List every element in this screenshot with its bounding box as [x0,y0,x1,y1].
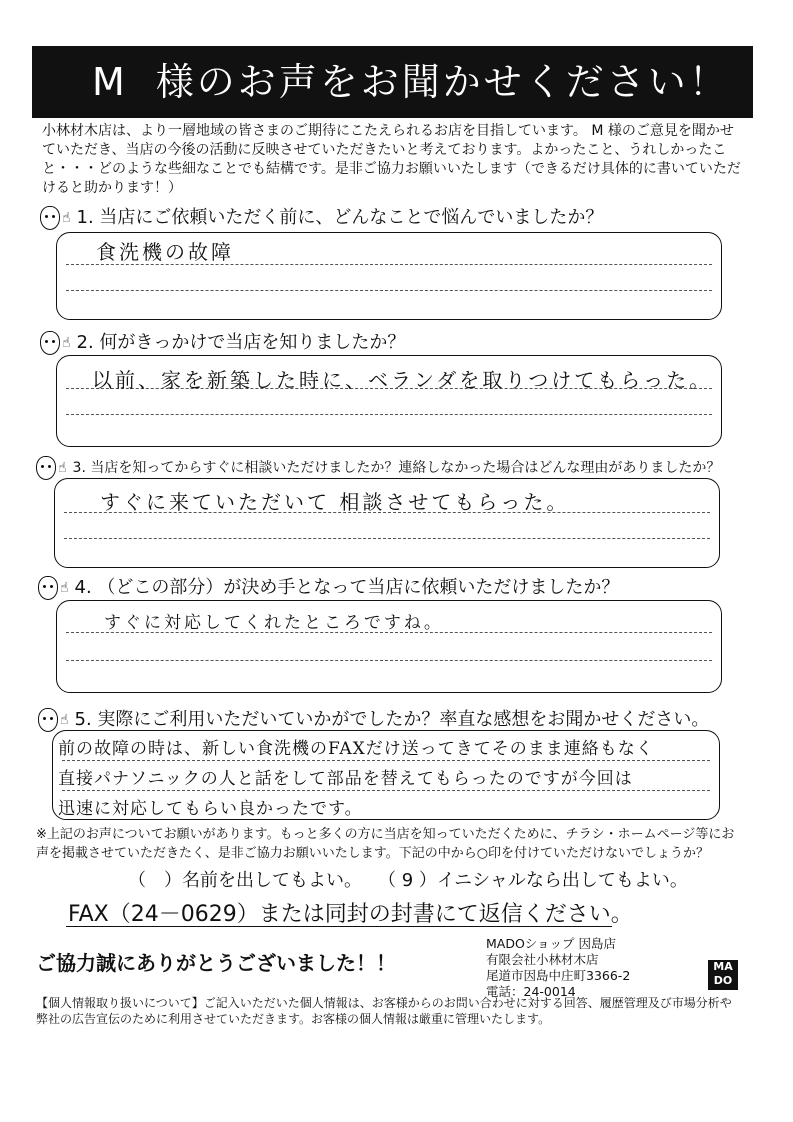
option-name[interactable] [128,866,362,892]
answer-5-line-3: 迅速に対応してもらい良かったです。 [58,799,363,819]
option-initials[interactable] [378,866,688,892]
answer-4-text: すぐに対応してくれたところですね。 [104,613,444,633]
logo-top: MA [713,960,733,973]
pointing-hand-icon: ☝ [60,580,69,596]
ruled-line [66,660,712,661]
answer-2-text: 以前、家を新築した時に、ベランダを取りつけてもらった。 [92,368,713,392]
answer-1-text: 食洗機の故障 [96,240,234,264]
shop-phone: 電話：24-0014 [486,984,576,999]
customer-initial: M [92,60,128,104]
question-1-label: 1. 当店にご依頼いただく前に、どんなことで悩んでいましたか？ [76,207,604,228]
ruled-line [62,790,710,791]
shop-name: MADOショップ 因島店 [486,936,617,951]
question-1 [40,203,603,230]
pointing-hand-icon: ☝ [60,712,69,728]
question-5 [38,705,709,732]
pointing-hand-icon: ☝ [58,460,67,476]
question-4-label: 4. （どこの部分）が決め手となって当店に依頼いただけましたか？ [74,577,620,598]
ruled-line [66,290,712,291]
option-initials-mark[interactable]: （ 9 ） [378,870,437,891]
face-icon [38,576,58,600]
pointing-hand-icon: ☝ [62,210,71,226]
answer-5-line-2: 直接パナソニックの人と話をして部品を替えてもらったのですが今回は [58,769,633,789]
option-name-label: 名前を出してもよい。 [182,870,362,891]
question-2-label: 2. 何がきっかけで当店を知りましたか？ [76,332,406,353]
question-2 [40,328,405,355]
logo-bottom: DO [713,974,733,987]
question-4 [38,573,619,600]
thank-you-message: ご協力誠にありがとうございました！！ [36,951,396,975]
ruled-line [66,414,712,415]
fax-underline [66,926,612,927]
face-icon [40,206,60,230]
face-icon [38,708,58,732]
intro-text: 小林材木店は、より一層地域の皆さまのご期待にこたえられるお店を目指しています。 M 様のご意見を聞かせていただき、当店の今後の活動に反映させていただきたいと考えております。よかったこと、うれしかったこと・・・どのような些細なことでも結構です。是非ご協力お願いいたします（できるだけ具体的に書いていただけると助かります！） [42,123,741,196]
option-name-mark[interactable]: （ ） [128,870,182,891]
title-banner [32,46,753,118]
ruled-line [64,538,710,539]
question-3-label: 3. 当店を知ってからすぐに相談いただけましたか？連絡しなかった場合はどんな理由がありましたか？ [72,460,721,476]
question-5-label: 5. 実際にご利用いただいていかがでしたか？率直な感想をお聞かせください。 [74,709,710,730]
ruled-line [62,760,710,761]
option-initials-label: イニシャルなら出してもよい。 [436,870,688,891]
privacy-notice: 【個人情報取り扱いについて】ご記入いただいた個人情報は、お客様からのお問い合わせに対する回答、履歴管理及び市場分析や弊社の広告宣伝のために利用させていただきます。お客様の個人情報は厳重に管理いたします。 [36,996,732,1026]
answer-5-line-1: 前の故障の時は、新しい食洗機のFAXだけ送ってきてそのまま連絡もなく [58,739,654,759]
shop-info [486,936,630,1000]
face-icon [36,456,56,480]
answer-3-text: すぐに来ていただいて 相談させてもらった。 [100,490,570,514]
fax-instruction: FAX（24－0629）または同封の封書にて返信ください。 [68,902,633,927]
shop-address: 尾道市因島中庄町3366-2 [486,968,631,983]
shop-company: 有限会社小林材木店 [486,952,599,967]
face-icon [40,331,60,355]
title-text: 様のお声をお聞かせください！ [155,60,730,104]
mado-logo [708,960,738,990]
question-3 [36,456,720,480]
pointing-hand-icon: ☝ [62,335,71,351]
permission-note: ※上記のお声についてお願いがあります。もっと多くの方に当店を知っていただくために、チラシ・ホームページ等にお声を掲載させていただきたく、是非ご協力お願いいたします。下記の中から○印を付けていただけないでしょうか？ [36,827,735,861]
